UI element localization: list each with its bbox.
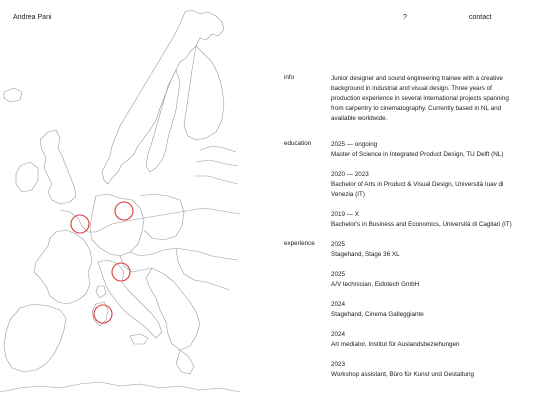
entry-date: 2024 [331,331,346,338]
uk-outline [40,130,76,204]
entry-text: Bachelor's in Business and Economics, Università di Cagliari (IT) [331,221,512,228]
germany-outline [90,194,144,256]
balkans-outline [146,268,200,350]
info-section [284,74,514,124]
netherlands-marker[interactable] [71,215,89,233]
entry-text: Workshop assistant, Büro für Kunst und Gestaltung [331,371,475,378]
education-section [284,140,514,230]
entry-date: 2024 [331,301,346,308]
contact-link[interactable]: contact [469,14,492,21]
location-markers [71,202,133,323]
sicily-outline [130,334,148,344]
site-name[interactable]: Andrea Pani [13,14,52,21]
cv-sections [284,74,514,390]
education-body [331,140,514,230]
education-label: education [284,140,312,147]
experience-entry [331,240,514,260]
experience-section [284,240,514,380]
sweden-outline [146,70,180,172]
greece-outline [176,350,194,374]
iceland-outline [4,88,22,102]
entry-date: 2025 [331,241,346,248]
entry-text: Stagehand, Stage 36 XL [331,251,400,258]
germany-marker[interactable] [115,202,133,220]
entry-text: Art mediator, Institut für Auslandsbeziehungen [331,341,460,348]
education-entry [331,140,514,160]
experience-entry [331,270,514,290]
entry-text: Stagehand, Cinema Galleggiante [331,311,424,318]
sardinia-marker[interactable] [94,305,112,323]
info-label: info [284,74,295,81]
experience-label: experience [284,240,315,247]
north-africa-outline [0,382,240,392]
ireland-outline [16,162,38,192]
continent-outline [60,208,240,232]
entry-date: 2023 [331,361,346,368]
poland-outline [140,194,184,240]
experience-entry [331,300,514,320]
entry-date: 2025 [331,271,346,278]
corsica-outline [96,286,106,298]
baltic-outline [194,146,238,184]
entry-date: 2019 — X [331,211,360,218]
finland-outline [184,46,224,140]
experience-body [331,240,514,380]
europe-map [0,0,240,405]
iberia-outline [4,304,66,372]
central-borders [120,248,238,290]
education-entry [331,170,514,200]
entry-date: 2020 — 2023 [331,171,369,178]
info-body [331,74,514,124]
experience-entry [331,360,514,380]
map-outlines [0,10,240,392]
france-outline [34,230,92,304]
help-link[interactable]: ? [403,14,407,21]
info-text: Junior designer and sound engineering trainee with a creative background in industrial and visual design. Three years of production experience in several international projects spanning from carpentry to cinematography. Currently based in NL and available worldwide. [331,75,509,122]
europe-map-svg [0,0,240,405]
education-entry [331,210,514,230]
entry-text: A/V technician, Eidotech GmbH [331,281,420,288]
entry-text: Master of Science in Integrated Product Design, TU Delft (NL) [331,151,504,158]
experience-entry [331,330,514,350]
entry-text: Bachelor of Arts in Product & Visual Design, Università Iuav di Venezia (IT) [331,181,504,198]
venice-marker[interactable] [112,263,130,281]
entry-date: 2025 — ongoing [331,141,378,148]
